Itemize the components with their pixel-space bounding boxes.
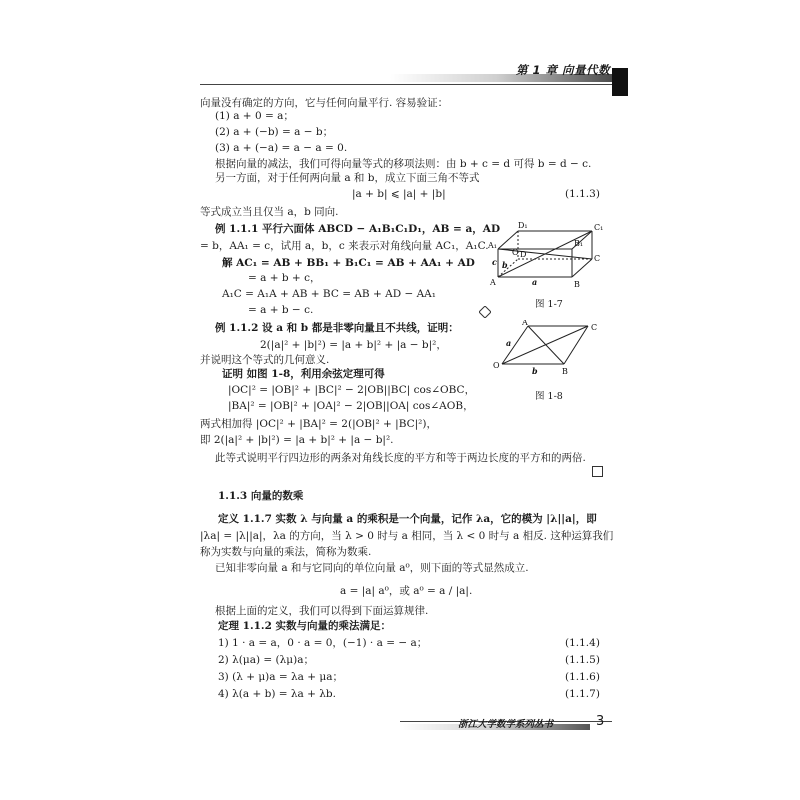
text-line: = a + b − c. — [248, 304, 314, 316]
text-line: 定理 1.1.2 实数与向量的乘法满足： — [218, 620, 392, 632]
page-number: 3 — [596, 714, 605, 729]
text-line: 即 2(|a|² + |b|²) = |a + b|² + |a − b|². — [200, 434, 394, 446]
text-line: 两式相加得 |OC|² + |BA|² = 2(|OB|² + |BC|²)， — [200, 418, 437, 430]
label-vec-c: c — [492, 257, 497, 267]
text-line: 等式成立当且仅当 a，b 同向. — [200, 206, 339, 218]
text-line: a = |a| a⁰，或 a⁰ = a / |a|. — [340, 585, 473, 597]
text-line: 1) 1 · a = a，0 · a = 0，(−1) · a = − a； — [218, 637, 428, 649]
equation-number: (1.1.4) — [565, 637, 600, 649]
edge-b-c — [572, 259, 592, 277]
equation-number: (1.1.5) — [565, 654, 600, 666]
equation-number: (1.1.3) — [565, 188, 600, 200]
label-vec-b: b — [502, 260, 508, 270]
text-line: 向量没有确定的方向，它与任何向量平行. 容易验证： — [200, 97, 449, 109]
label-b1: B₁ — [574, 239, 584, 248]
text-line: |BA|² = |OB|² + |OA|² − 2|OB||OA| cos∠AOB， — [228, 400, 474, 412]
equation-number: (1.1.6) — [565, 671, 600, 683]
text-line: 例 1.1.1 平行六面体 ABCD − A₁B₁C₁D₁，AB = a，AD — [215, 223, 501, 235]
figure-1-7-parallelepiped — [488, 215, 608, 295]
label-c1: C₁ — [594, 223, 604, 232]
text-line: = a + b + c， — [248, 272, 321, 284]
chapter-title: 第 1 章 向量代数 — [515, 63, 610, 77]
label-d1: D₁ — [518, 221, 528, 230]
text-line: 证明 如图 1-8，利用余弦定理可得 — [222, 368, 385, 380]
text-line: (3) a + (−a) = a − a = 0. — [215, 142, 348, 154]
label-a: A — [490, 278, 496, 287]
qed-square — [592, 466, 603, 477]
label-d: D — [520, 250, 527, 259]
diagonal-ab — [528, 326, 564, 364]
text-line: = b，AA₁ = c，试用 a，b，c 来表示对角线向量 AC₁，A₁C. — [200, 240, 489, 252]
text-line: |λa| = |λ||a|，λa 的方向，当 λ > 0 时与 a 相同，当 λ < 0 时与 a 相反. 这种运算我们 — [200, 530, 614, 542]
qed-diamond-icon — [479, 306, 491, 318]
header-dark-block — [612, 68, 628, 96]
text-line: 解 AC₁ = AB + BB₁ + B₁C₁ = AB + AA₁ + AD — [222, 257, 475, 269]
figure-1-8-parallelogram — [492, 320, 604, 376]
equation-number: (1.1.7) — [565, 688, 600, 700]
text-line: |OC|² = |OB|² + |BC|² − 2|OB||BC| cos∠OBC， — [228, 384, 476, 396]
text-line: 例 1.1.2 设 a 和 b 都是非零向量且不共线，证明： — [215, 322, 459, 334]
text-line: 称为实数与向量的乘法，简称为数乘. — [200, 546, 372, 558]
text-line: 已知非零向量 a 和与它同向的单位向量 a⁰，则下面的等式显然成立. — [215, 562, 529, 574]
text-line: 另一方面，对于任何两向量 a 和 b，成立下面三角不等式 — [215, 172, 480, 184]
edge-a-d — [498, 259, 518, 277]
text-line: |a + b| ⩽ |a| + |b| — [352, 188, 446, 200]
text-line: 根据上面的定义，我们可以得到下面运算规律. — [215, 605, 429, 617]
label-vec-a: a — [532, 277, 538, 287]
text-line: 4) λ(a + b) = λa + λb. — [218, 688, 336, 700]
label-b: B — [562, 367, 568, 376]
label-vec-b: b — [532, 366, 538, 376]
series-name: 浙江大学数学系列丛书 — [458, 719, 554, 730]
text-line: (2) a + (−b) = a − b； — [215, 126, 334, 138]
header-rule — [200, 84, 612, 85]
label-b: B — [574, 280, 580, 289]
text-line: 3) (λ + μ)a = λa + μa； — [218, 671, 343, 683]
label-a1: A₁ — [488, 241, 497, 250]
text-line: 此等式说明平行四边形的两条对角线长度的平方和等于两边长度的平方和的两倍. — [215, 452, 586, 464]
text-line: 1.1.3 向量的数乘 — [218, 490, 304, 502]
text-line: 定义 1.1.7 实数 λ 与向量 a 的乘积是一个向量，记作 λa，它的模为 |λ||a|，即 — [218, 513, 597, 525]
label-c: C — [594, 254, 601, 263]
label-o: O — [493, 361, 500, 370]
label-c: C — [591, 323, 598, 332]
label-o: O — [512, 248, 519, 257]
edge-a1-d1 — [498, 231, 518, 249]
label-vec-a: a — [506, 338, 512, 348]
label-a: A — [522, 320, 528, 327]
text-line: 根据向量的减法，我们可得向量等式的移项法则：由 b + c = d 可得 b = d − c. — [215, 158, 592, 170]
figure-1-8-caption: 图 1-8 — [535, 391, 563, 402]
text-line: A₁C = A₁A + AB + BC = AB + AD − AA₁ — [222, 288, 436, 300]
text-line: 2(|a|² + |b|²) = |a + b|² + |a − b|²， — [260, 339, 447, 351]
text-line: (1) a + 0 = a； — [215, 110, 294, 122]
figure-1-7-caption: 图 1-7 — [535, 299, 563, 310]
text-line: 2) λ(μa) = (λμ)a； — [218, 654, 314, 666]
text-line: 并说明这个等式的几何意义. — [200, 354, 330, 366]
